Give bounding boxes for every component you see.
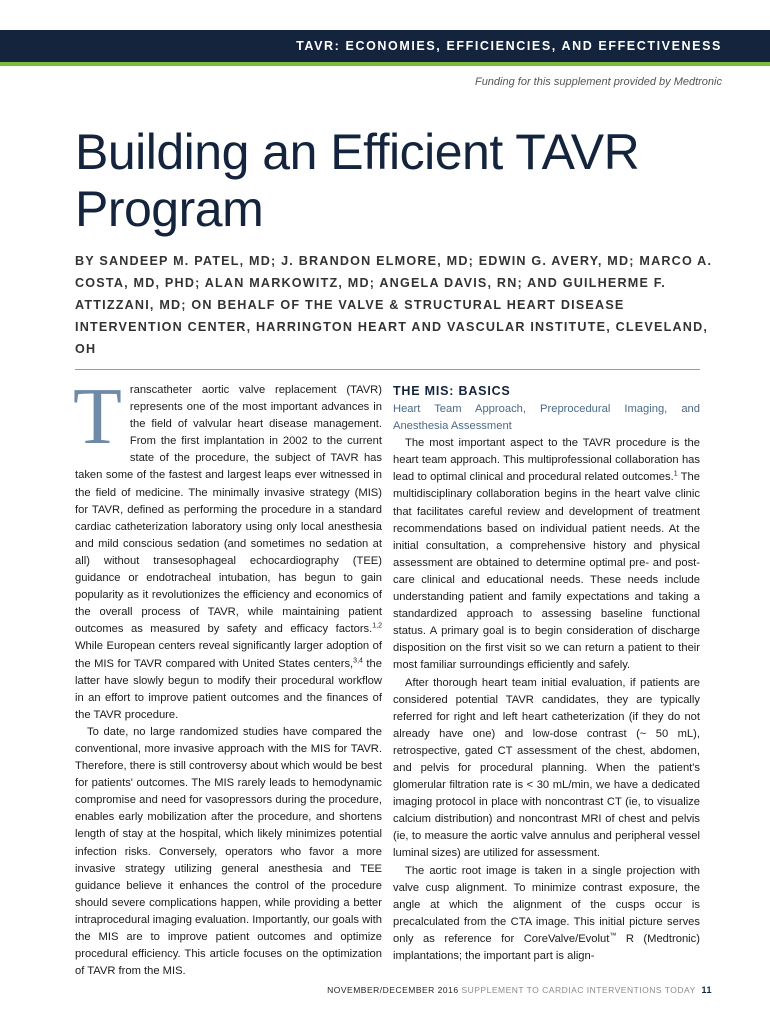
subsection-heading: Heart Team Approach, Preprocedural Imaging, and Anesthesia Assessment: [393, 403, 700, 433]
drop-cap: T: [73, 373, 122, 461]
publication-name: SUPPLEMENT TO CARDIAC INTERVENTIONS TODAY: [461, 985, 696, 995]
reference-marker: 1,2: [372, 622, 382, 630]
article-title: Building an Efficient TAVR Program: [75, 124, 640, 237]
reference-marker: 3,4: [353, 656, 363, 664]
left-column: [73, 373, 382, 980]
series-banner: [0, 30, 770, 62]
page-number: 11: [701, 985, 712, 995]
body-paragraph-3: The aortic root image is taken in a single projection with valve cusp alignment. To minimize contrast exposure, the angle at which the alignment of the cusps occur is precalculated from the CTA image. This initial picture serves only as reference for CoreValve/Evolut™ R (Medtronic) implantations; the important part is align-: [393, 864, 700, 962]
intro-paragraph-2: To date, no large randomized studies have compared the conventional, more invasive approach with the MIS for TAVR. Therefore, there is still controversy about which would be best for patients' outcomes. The MIS rarely leads to hemodynamic compromise and need for vasopressors during the procedure, enables early mobilization after the procedure, and shortens length of stay at the hospital, which likely minimizes potential infection risks. Conversely, operators who favor a more invasive strategy utilizing general anesthesia and TEE guidance believe it enhances the control of the procedure should severe complications happen, while providing a better intraprocedural imaging evaluation. Importantly, our goals with the MIS are to improve patient outcomes and optimize procedural efficiency. This article focuses on the optimization of TAVR from the MIS.: [75, 725, 382, 978]
intro-paragraph-1: Transcatheter aortic valve replacement (TAVR) represents one of the most important advances in the field of valvular heart disease management. From the first implantation in 2002 to the current state of the procedure, the subject of TAVR has taken some of the fastest and largest leaps ever witnessed in the field of medicine. The minimally invasive strategy (MIS) for TAVR, defined as performing the procedure in a standard cardiac catheterization laboratory using only local anesthesia and mild conscious sedation (and sometimes no sedation at all) without transesophageal echocardiography (TEE) guidance or endotracheal intubation, has begun to gain popularity as it revolutionizes the efficiency and economics of the overall process of TAVR, while maintaining patient outcomes as measured by safety and efficacy factors.$^{1,2}$ While European centers reveal significantly larger adoption of the MIS for TAVR compared with United States centers,$^{3,4}$ the latter have slowly begun to modify their procedural workflow in an effort to improve patient outcomes and the finances of the TAVR procedure.: [73, 373, 382, 721]
right-column: [393, 382, 700, 965]
body-paragraph-1: The most important aspect to the TAVR procedure is the heart team approach. This multiprofessional collaboration has lead to optimal clinical and procedural related outcomes.$^1$ The multidisciplinary collaboration begins in the heart valve clinic that facilitates careful review and development of treatment recommendations based on individual patient needs. At the initial consultation, a comprehensive history and physical assessment are obtained to determine optimal pre- and post-care clinical and educational needs. These needs include understanding patient and family expectations and taking a standardized approach to assessing baseline functional status. A primary goal is to begin consideration of discharge disposition on the first visit so we can return a patient to their most familiar surroundings efficiently and safely.: [393, 437, 700, 672]
reference-marker: 1: [673, 470, 678, 478]
trademark-symbol: ™: [609, 932, 617, 940]
title-divider: [75, 369, 700, 370]
issue-date: NOVEMBER/DECEMBER 2016: [327, 985, 459, 995]
page-footer: [327, 985, 712, 995]
author-byline: BY SANDEEP M. PATEL, MD; J. BRANDON ELMORE, MD; EDWIN G. AVERY, MD; MARCO A. COSTA, MD, PHD; ALAN MARKOWITZ, MD; ANGELA DAVIS, RN; AND GUILHERME F. ATTIZZANI, MD; ON BEHALF OF THE VALVE & STRUCTURAL HEART DISEASE INTERVENTION CENTER, HARRINGTON HEART AND VASCULAR INSTITUTE, CLEVELAND, OH: [75, 254, 713, 356]
series-title: TAVR: ECONOMIES, EFFICIENCIES, AND EFFECTIVENESS: [296, 39, 722, 53]
banner-accent-stripe: [0, 62, 770, 66]
funding-note: Funding for this supplement provided by Medtronic: [474, 76, 722, 88]
body-paragraph-2: After thorough heart team initial evaluation, if patients are considered potential TAVR candidates, they are typically referred for right and left heart catheterization (if they do not already have one) and low-dose contrast (~ 50 mL), retrospective, gated CT assessment of the chest, abdomen, and pelvis for procedural planning. When the patient's glomerular filtration rate is < 30 mL/min, we have a dedicated imaging protocol in place with noncontrast CT (ie, to visualize calcium distribution) and noncontrast MRI of chest and pelvis (ie, to measure the aortic valve annulus and peripheral vessel luminal sizes) are utilized for assessment.: [393, 676, 700, 860]
section-heading: THE MIS: BASICS: [393, 384, 511, 398]
